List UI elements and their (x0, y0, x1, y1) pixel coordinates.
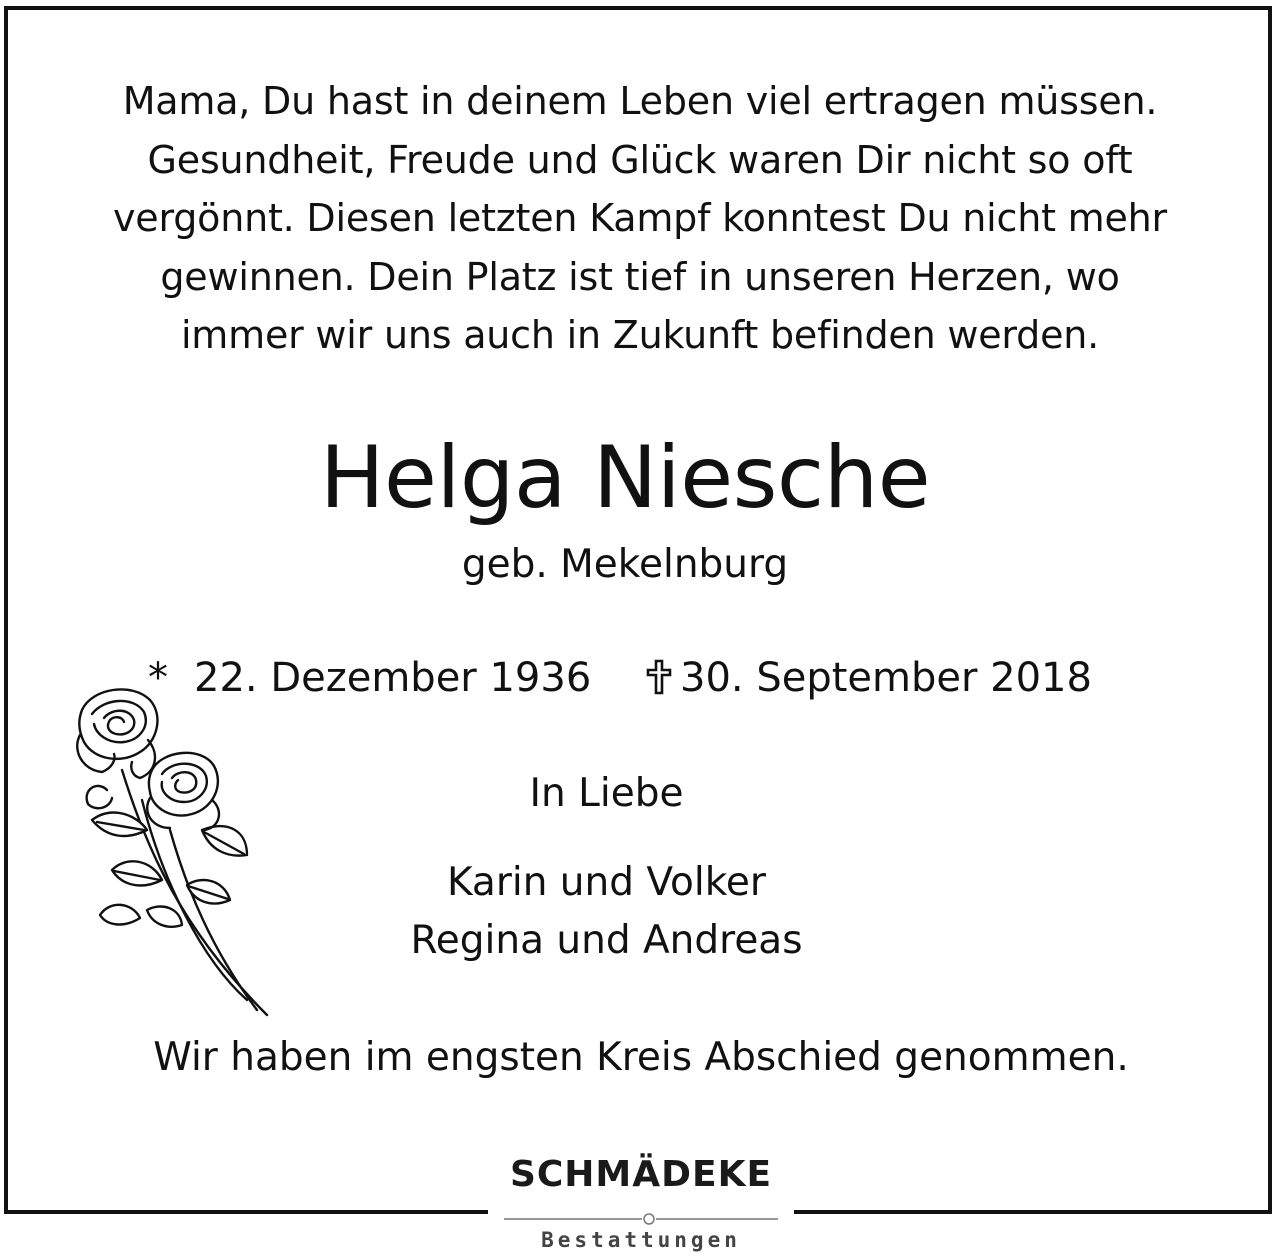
birth-date: 22. Dezember 1936 (194, 655, 592, 701)
verse-line: Mama, Du hast in deinem Leben viel ertragen müssen. (122, 79, 1158, 123)
cross-icon (646, 659, 672, 695)
roses-illustration (52, 680, 282, 1025)
maiden-name: geb. Mekelnburg (461, 542, 789, 587)
birth-star-symbol: * (148, 655, 168, 701)
farewell-note: Wir haben im engsten Kreis Abschied genommen. (153, 1035, 1129, 1080)
death-date: 30. September 2018 (680, 655, 1092, 701)
mourner-line: Regina und Andreas (410, 918, 803, 963)
logo-divider (504, 1212, 778, 1226)
verse-line: immer wir uns auch in Zukunft befinden werden. (180, 313, 1100, 357)
mourners-list (0, 854, 1213, 970)
verse-line: Gesundheit, Freude und Glück waren Dir nicht so oft (147, 137, 1133, 182)
in-love-line: In Liebe (529, 771, 684, 816)
death-date-group (646, 650, 1092, 706)
funeral-home-logo (488, 1148, 794, 1257)
funeral-home-subtitle: Bestattungen (541, 1228, 741, 1252)
memorial-verse (40, 72, 1240, 365)
deceased-name: Helga Niesche (319, 428, 931, 528)
verse-line: vergönnt. Diesen letzten Kampf konntest Du nicht mehr (113, 196, 1167, 240)
funeral-home-name: SCHMÄDEKE (509, 1154, 773, 1195)
verse-line: gewinnen. Dein Platz ist tief in unseren Herzen, wo (160, 254, 1120, 299)
mourner-line: Karin und Volker (447, 860, 766, 905)
